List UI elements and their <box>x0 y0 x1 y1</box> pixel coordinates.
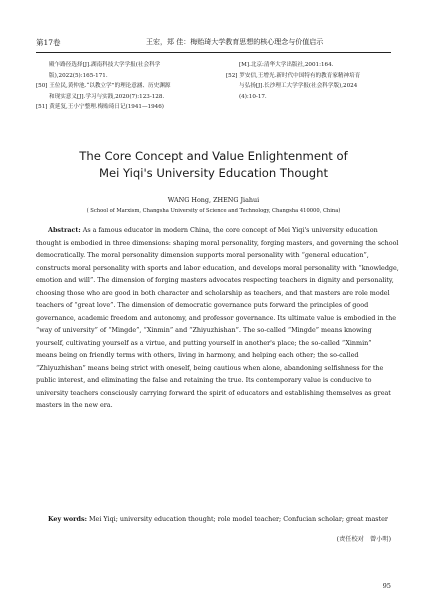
page-number: 95 <box>382 582 391 590</box>
keywords-text: Mei Yiqi; university education thought; role model teacher; Confucian scholar; great master <box>86 515 388 523</box>
abstract-line: emotion and will”. The dimension of forging masters advocates respecting teachers in dignity and personality, <box>36 276 394 284</box>
reference-line: [50] 王位民,黄仲池.“以教立学”的理论意涵、历史渊源 <box>36 83 171 90</box>
reference-line: 与弘扬[J].长沙理工大学学报(社会科学版),2024 <box>239 83 358 90</box>
keywords-label: Key words: <box>48 515 87 523</box>
author-names: WANG Hong, ZHENG Jiahui <box>167 196 260 204</box>
abstract <box>36 224 399 412</box>
abstract-line <box>36 224 393 237</box>
volume-label: 第17卷 <box>36 38 61 47</box>
reference-column-left <box>36 60 224 113</box>
abstract-line: public interest, and eliminating the false and retaining the true. Its contemporary value is conducive to <box>36 376 372 384</box>
abstract-line: constructs moral personality with sports and labor education, and develops moral personality with “knowledge, <box>36 263 399 272</box>
reference-line: 和现实意义[J].学习与实践,2020(7):123-128. <box>49 93 165 100</box>
keywords <box>36 513 393 526</box>
reference-line: [51] 黄延复,王小宁整理.梅贻琦日记(1941—1946) <box>36 104 164 111</box>
article-title <box>36 148 391 181</box>
abstract-line: masters in the new era. <box>36 401 113 409</box>
title-line-1: The Core Concept and Value Enlightenment of <box>79 149 348 163</box>
abstract-line: thought is embodied in three dimensions: shaping moral personality, forging masters, and governing the school <box>36 238 399 247</box>
abstract-line: democratically. The moral personality dimension supports moral personality with “general education”, <box>36 251 369 259</box>
reference-line: 版),2022(5):165-171. <box>49 72 108 79</box>
abstract-line: governance, academic freedom and autonomy, and professor governance. Its ultimate value is embodied in the <box>36 313 397 322</box>
abstract-text: As a famous educator in modern China, the core concept of Mei Yiqi's university education <box>80 226 378 234</box>
reference-column-right <box>226 60 396 102</box>
abstract-line: university teachers consciously carrying forward the spirit of educators and establishing themselves as great <box>36 388 391 397</box>
running-title: 王宏，郑 佳：梅贻琦大学教育思想的核心理念与价值启示 <box>146 38 324 46</box>
reference-line: [52] 罗安信,王增光.新时代中国特有的教育家精神培育 <box>226 72 361 79</box>
reference-line: [M].北京:清华大学出版社,2001:164. <box>239 62 334 68</box>
abstract-label: Abstract: <box>48 226 81 234</box>
proofreader-note: (责任校对 曾小明) <box>336 536 391 543</box>
author-affiliation: ( School of Marxism, Changsha University of Science and Technology, Changsha 410000, China) <box>86 208 341 214</box>
header-rule <box>36 52 391 53</box>
abstract-line: teachers of “great love”. The dimension of democratic governance puts forward the principles of good <box>36 301 369 309</box>
abstract-line: “Zhiyuzhishan” means being strict with oneself, being cautious when alone, abandoning selfishness for the <box>36 363 384 372</box>
abstract-line: yourself, cultivating yourself as a virtue, and putting yourself in another's place; the so-called “Xinmin” <box>36 338 372 347</box>
abstract-line: “way of university” of “Mingde”, “Xinmin” and “Zhiyuzhishan”. The so-called “Mingde” means knowing <box>36 326 372 334</box>
keywords-line <box>36 513 393 526</box>
title-line-2: Mei Yiqi's University Education Thought <box>98 165 329 180</box>
abstract-line: choosing those who are good in both character and scholarship as teachers, and that masters are role model <box>36 288 390 297</box>
reference-line: (4):10-17. <box>239 93 267 100</box>
page-header <box>36 37 391 51</box>
abstract-line: means being on friendly terms with others, living in harmony, and helping each other; the so-called <box>36 351 359 359</box>
reference-line: 殿乍路径选择[J].湖南科技大学学报(社会科学 <box>49 62 161 68</box>
